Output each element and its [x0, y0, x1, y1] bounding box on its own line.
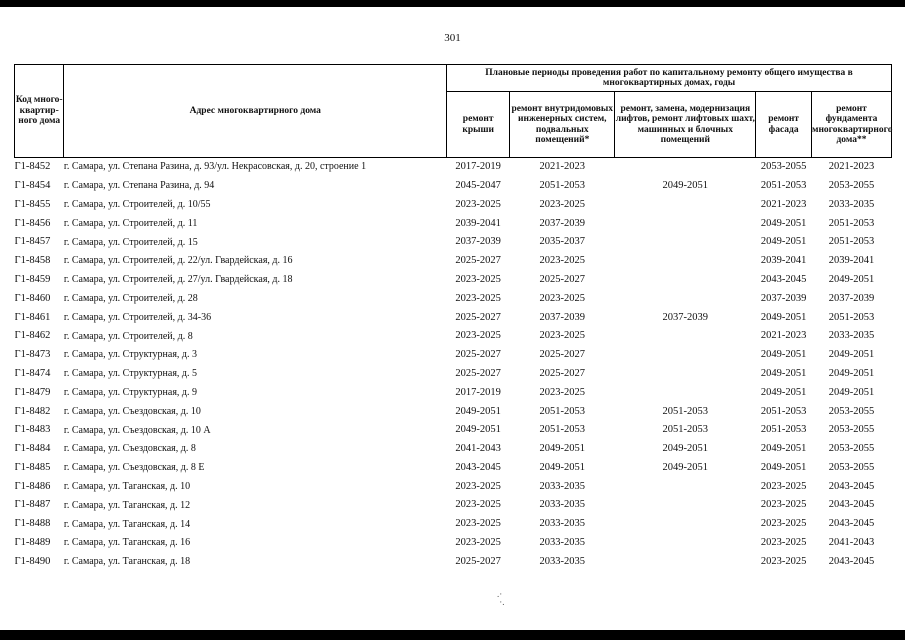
header-lifts: ремонт, замена, модернизация лифтов, ремонт лифтовых шахт, машинных и блочных помещений	[615, 92, 756, 158]
cell-lifts: 2051-2053	[662, 424, 709, 436]
cell-roof: 2023-2025	[455, 198, 501, 210]
cell-lifts	[615, 384, 756, 403]
table-row	[15, 252, 892, 271]
cell-roof: 2025-2027	[455, 311, 501, 323]
cell-lifts	[615, 214, 756, 233]
cell-roof: 2025-2027	[455, 555, 501, 567]
cell-systems: 2049-2051	[539, 443, 586, 455]
table-row	[15, 515, 892, 534]
header-foundation: ремонт фундамента многоквартирного дома**	[811, 92, 891, 158]
cell-code: Г1-8489	[14, 537, 51, 549]
cell-address: г. Самара, ул. Степана Разина, д. 94	[63, 180, 215, 192]
cell-roof: 2023-2025	[455, 480, 501, 492]
cell-facade: 2051-2053	[760, 424, 807, 436]
cell-foundation: 2053-2055	[828, 405, 875, 417]
cell-foundation: 2049-2051	[828, 386, 875, 398]
cell-code: Г1-8455	[14, 198, 51, 210]
cell-foundation: 2051-2053	[828, 217, 875, 229]
cell-lifts: 2051-2053	[662, 405, 709, 417]
cell-facade: 2049-2051	[760, 349, 807, 361]
cell-address: г. Самара, ул. Строителей, д. 27/ул. Гвардейская, д. 18	[63, 274, 293, 286]
cell-facade: 2049-2051	[760, 386, 807, 398]
cell-address: г. Самара, ул. Съездовская, д. 8	[63, 443, 196, 455]
cell-foundation: 2051-2053	[828, 311, 875, 323]
cell-code: Г1-8482	[14, 405, 51, 417]
cell-address: г. Самара, ул. Таганская, д. 12	[63, 499, 191, 511]
table-row	[15, 233, 892, 252]
cell-address: г. Самара, ул. Съездовская, д. 8 Е	[63, 462, 205, 474]
cell-systems: 2025-2027	[539, 273, 586, 285]
cell-facade: 2051-2053	[760, 179, 807, 191]
cell-lifts	[615, 515, 756, 534]
cell-roof: 2023-2025	[455, 273, 501, 285]
cell-lifts	[615, 271, 756, 290]
cell-systems: 2035-2037	[539, 236, 586, 248]
cell-systems: 2049-2051	[539, 461, 586, 473]
table-row	[15, 478, 892, 497]
cell-systems: 2023-2025	[539, 255, 586, 267]
cell-systems: 2021-2023	[539, 161, 586, 173]
cell-roof: 2023-2025	[455, 330, 501, 342]
cell-foundation: 2033-2035	[828, 198, 875, 210]
cell-facade: 2023-2025	[760, 499, 807, 511]
table-row	[15, 365, 892, 384]
cell-foundation: 2053-2055	[828, 179, 875, 191]
cell-facade: 2037-2039	[760, 292, 807, 304]
cell-lifts	[615, 233, 756, 252]
table-row	[15, 214, 892, 233]
cell-address: г. Самара, ул. Таганская, д. 16	[63, 537, 191, 549]
cell-address: г. Самара, ул. Структурная, д. 9	[63, 386, 198, 398]
cell-lifts	[615, 196, 756, 215]
cell-facade: 2049-2051	[760, 367, 807, 379]
cell-facade: 2039-2041	[760, 255, 807, 267]
cell-facade: 2023-2025	[760, 537, 807, 549]
cell-code: Г1-8459	[14, 273, 51, 285]
table-row	[15, 421, 892, 440]
cell-address: г. Самара, ул. Съездовская, д. 10	[63, 405, 201, 417]
cell-address: г. Самара, ул. Строителей, д. 8	[63, 330, 193, 342]
cell-code: Г1-8483	[14, 424, 51, 436]
cell-lifts	[615, 327, 756, 346]
table-row	[15, 402, 892, 421]
cell-systems: 2051-2053	[539, 405, 586, 417]
cell-systems: 2033-2035	[539, 518, 586, 530]
cell-roof: 2049-2051	[455, 405, 501, 417]
cell-code: Г1-8460	[14, 292, 51, 304]
cell-foundation: 2053-2055	[828, 443, 875, 455]
cell-roof: 2023-2025	[455, 518, 501, 530]
cell-facade: 2049-2051	[760, 236, 807, 248]
cell-code: Г1-8487	[14, 499, 51, 511]
table-row	[15, 196, 892, 215]
cell-facade: 2023-2025	[760, 555, 807, 567]
cell-code: Г1-8456	[14, 217, 51, 229]
cell-address: г. Самара, ул. Степана Разина, д. 93/ул. Некрасовская, д. 20, строение 1	[63, 161, 367, 173]
cell-address: г. Самара, ул. Строителей, д. 22/ул. Гвардейская, д. 16	[63, 255, 293, 267]
cell-systems: 2051-2053	[539, 179, 586, 191]
cell-code: Г1-8473	[14, 349, 51, 361]
cell-foundation: 2049-2051	[828, 273, 875, 285]
cell-systems: 2033-2035	[539, 537, 586, 549]
cell-roof: 2037-2039	[455, 236, 501, 248]
cell-systems: 2023-2025	[539, 330, 586, 342]
table-row	[15, 177, 892, 196]
cell-foundation: 2041-2043	[828, 537, 875, 549]
cell-facade: 2049-2051	[760, 217, 807, 229]
table-row	[15, 271, 892, 290]
header-roof: ремонт крыши	[447, 92, 510, 158]
header-systems: ремонт внутридомовых инженерных систем, подвальных помещений*	[510, 92, 615, 158]
cell-roof: 2017-2019	[455, 386, 501, 398]
cell-code: Г1-8474	[14, 367, 51, 379]
cell-facade: 2021-2023	[760, 330, 807, 342]
table-row	[15, 459, 892, 478]
table-row	[15, 384, 892, 403]
cell-facade: 2049-2051	[760, 311, 807, 323]
table-row	[15, 308, 892, 327]
cell-systems: 2025-2027	[539, 367, 586, 379]
cell-foundation: 2039-2041	[828, 255, 875, 267]
cell-lifts: 2049-2051	[662, 443, 709, 455]
cell-roof: 2049-2051	[455, 424, 501, 436]
cell-code: Г1-8488	[14, 518, 51, 530]
cell-facade: 2023-2025	[760, 480, 807, 492]
table-row	[15, 534, 892, 553]
cell-foundation: 2043-2045	[828, 518, 875, 530]
cell-code: Г1-8486	[14, 480, 51, 492]
cell-address: г. Самара, ул. Съездовская, д. 10 А	[63, 424, 211, 436]
cell-roof: 2025-2027	[455, 349, 501, 361]
cell-roof: 2023-2025	[455, 292, 501, 304]
cell-foundation: 2049-2051	[828, 349, 875, 361]
cell-systems: 2025-2027	[539, 349, 586, 361]
bottom-rule	[0, 630, 905, 640]
cell-code: Г1-8485	[14, 461, 51, 473]
cell-foundation: 2053-2055	[828, 461, 875, 473]
cell-address: г. Самара, ул. Строителей, д. 10/55	[63, 198, 211, 210]
cell-foundation: 2033-2035	[828, 330, 875, 342]
cell-facade: 2021-2023	[760, 198, 807, 210]
cell-lifts: 2037-2039	[662, 311, 709, 323]
cell-foundation: 2037-2039	[828, 292, 875, 304]
cell-address: г. Самара, ул. Строителей, д. 11	[63, 217, 198, 229]
cell-facade: 2049-2051	[760, 443, 807, 455]
top-rule	[0, 0, 905, 7]
header-periods: Плановые периоды проведения работ по капитальному ремонту общего имущества в многоквартирных домах, годы	[447, 65, 892, 92]
cell-lifts	[615, 496, 756, 515]
cell-address: г. Самара, ул. Строителей, д. 15	[63, 236, 198, 248]
cell-code: Г1-8452	[14, 161, 51, 173]
cell-code: Г1-8454	[14, 179, 51, 191]
table-row	[15, 440, 892, 459]
cell-lifts	[615, 346, 756, 365]
cell-address: г. Самара, ул. Таганская, д. 14	[63, 518, 191, 530]
cell-systems: 2051-2053	[539, 424, 586, 436]
cell-lifts: 2049-2051	[662, 461, 709, 473]
cell-roof: 2023-2025	[455, 499, 501, 511]
cell-code: Г1-8458	[14, 255, 51, 267]
cell-systems: 2023-2025	[539, 386, 586, 398]
cell-address: г. Самара, ул. Структурная, д. 5	[63, 368, 198, 380]
scan-artifact: .· ·.	[497, 589, 505, 607]
cell-lifts: 2049-2051	[662, 179, 709, 191]
cell-roof: 2017-2019	[455, 161, 501, 173]
table-row	[15, 346, 892, 365]
cell-roof: 2039-2041	[455, 217, 501, 229]
table-row	[15, 290, 892, 309]
cell-foundation: 2049-2051	[828, 367, 875, 379]
cell-address: г. Самара, ул. Строителей, д. 28	[63, 292, 198, 304]
cell-foundation: 2043-2045	[828, 480, 875, 492]
cell-systems: 2033-2035	[539, 555, 586, 567]
cell-code: Г1-8461	[14, 311, 51, 323]
cell-systems: 2023-2025	[539, 198, 586, 210]
cell-lifts	[615, 553, 756, 572]
cell-roof: 2041-2043	[455, 443, 501, 455]
header-code: Код много-квартир-ного дома	[15, 65, 64, 158]
cell-systems: 2033-2035	[539, 480, 586, 492]
cell-facade: 2053-2055	[760, 161, 807, 173]
cell-lifts	[615, 478, 756, 497]
cell-roof: 2023-2025	[455, 537, 501, 549]
cell-systems: 2023-2025	[539, 292, 586, 304]
header-facade: ремонт фасада	[756, 92, 812, 158]
cell-foundation: 2053-2055	[828, 424, 875, 436]
page-number: 301	[444, 32, 461, 44]
cell-roof: 2025-2027	[455, 367, 501, 379]
cell-address: г. Самара, ул. Таганская, д. 18	[63, 556, 191, 568]
cell-code: Г1-8457	[14, 236, 51, 248]
cell-roof: 2045-2047	[455, 179, 501, 191]
cell-lifts	[615, 252, 756, 271]
table-body	[15, 158, 892, 572]
cell-systems: 2033-2035	[539, 499, 586, 511]
cell-code: Г1-8479	[14, 386, 51, 398]
table-row	[15, 553, 892, 572]
cell-facade: 2023-2025	[760, 518, 807, 530]
cell-address: г. Самара, ул. Строителей, д. 34-36	[63, 311, 212, 323]
table-row	[15, 496, 892, 515]
header-address: Адрес многоквартирного дома	[64, 65, 447, 158]
cell-foundation: 2043-2045	[828, 555, 875, 567]
cell-foundation: 2043-2045	[828, 499, 875, 511]
cell-facade: 2051-2053	[760, 405, 807, 417]
cell-code: Г1-8490	[14, 555, 51, 567]
cell-facade: 2043-2045	[760, 273, 807, 285]
table-row	[15, 158, 892, 177]
cell-systems: 2037-2039	[539, 311, 586, 323]
cell-code: Г1-8462	[14, 330, 51, 342]
cell-facade: 2049-2051	[760, 461, 807, 473]
cell-address: г. Самара, ул. Структурная, д. 3	[63, 349, 198, 361]
cell-address: г. Самара, ул. Таганская, д. 10	[63, 480, 191, 492]
cell-foundation: 2051-2053	[828, 236, 875, 248]
repair-schedule-table	[14, 64, 892, 572]
table-row	[15, 327, 892, 346]
cell-lifts	[615, 290, 756, 309]
cell-foundation: 2021-2023	[828, 161, 875, 173]
cell-lifts	[615, 534, 756, 553]
cell-roof: 2043-2045	[455, 461, 501, 473]
cell-lifts	[615, 365, 756, 384]
cell-systems: 2037-2039	[539, 217, 586, 229]
cell-lifts	[615, 158, 756, 177]
cell-roof: 2025-2027	[455, 255, 501, 267]
cell-code: Г1-8484	[14, 443, 51, 455]
